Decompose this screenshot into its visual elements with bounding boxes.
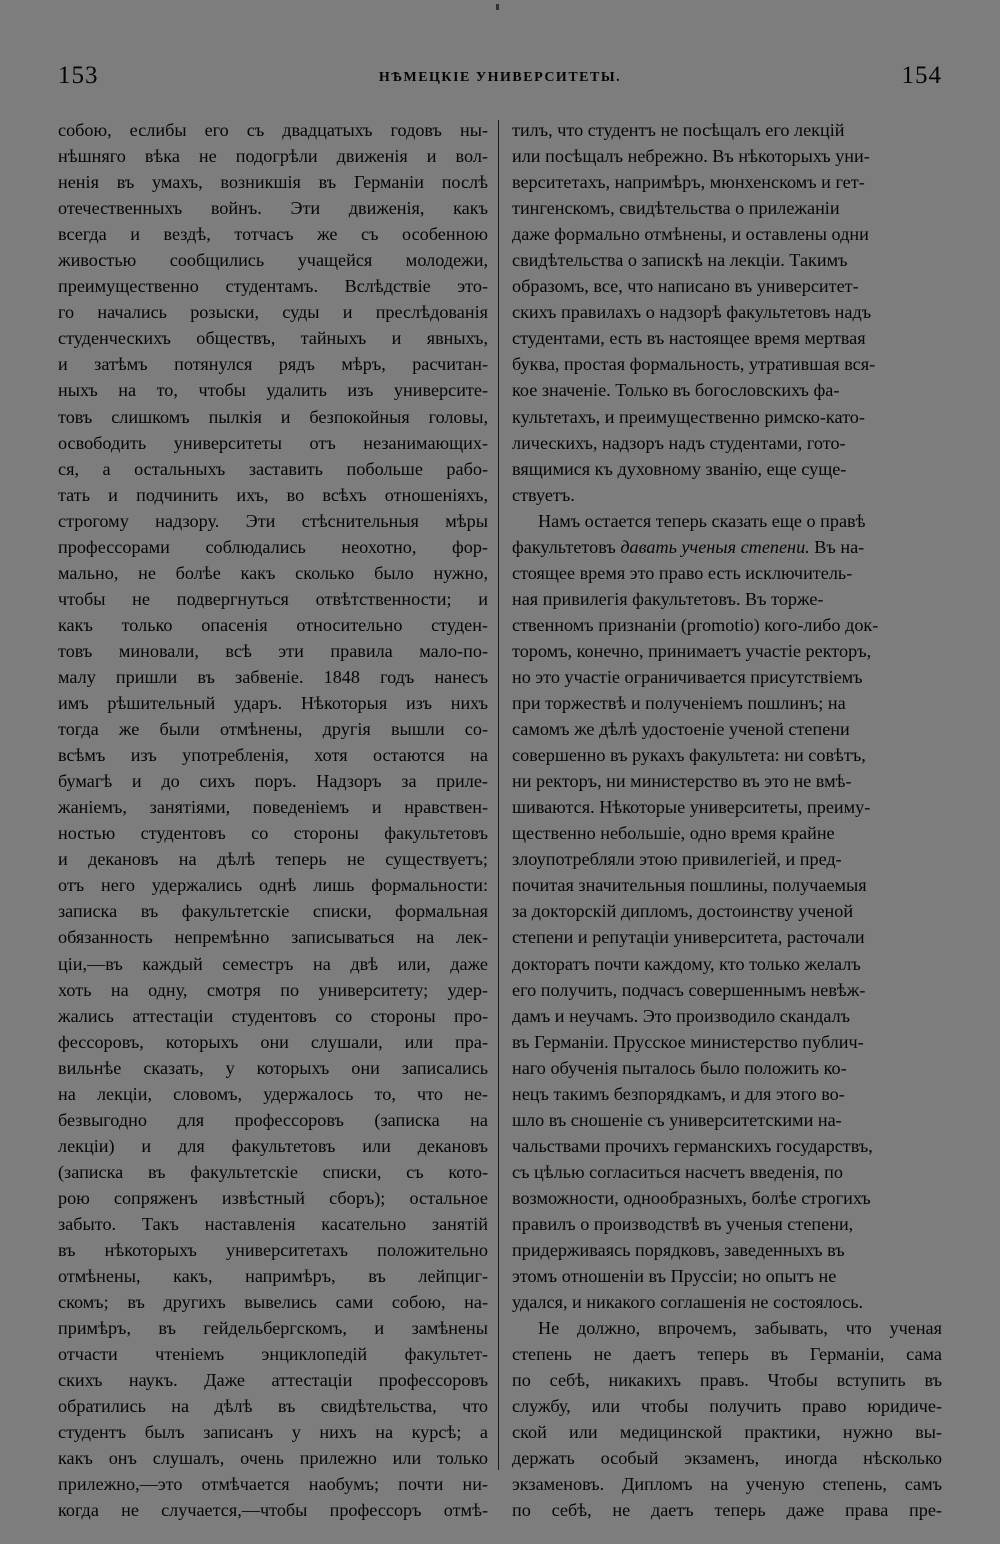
right-column bbox=[512, 117, 942, 1524]
right-paragraph-2-rest: Въ на- стоящее время это право есть исключитель- ная привилегія факультетовъ. Въ торже- ственномъ признаніи (promotio) кого-либо док- торомъ, конечно, принимаетъ участіе ректоръ, но это участіе ограничивается присутствіемъ при торжествѣ и полученіемъ пошлинъ; на самомъ же дѣлѣ удостоеніе ученой степени совершенно въ рукахъ факультета: ни совѣтъ, ни ректоръ, ни министерство въ это не вмѣ- шиваются. Нѣкоторые университеты, преиму- щественно небольшіе, одно время крайне злоупотребляли этою привилегіей, и пред- почитая значительныя пошлины, получаемыя за докторскій дипломъ, достоинству ученой степени и репутаціи университета, расточали докторатъ почти каждому, кто только желалъ его получить, подчасъ совершеннымъ невѣж- дамъ и неучамъ. Это производило скандалъ въ Германіи. Прусское министерство публич- наго обученія пыталось было положить ко- нецъ такимъ безпорядкамъ, и для этого во- шло въ сношеніе съ университетскими на- чальствами прочихъ германскихъ государствъ, съ цѣлью согласиться насчетъ введенія, по возможности, однообразныхъ, болѣе строгихъ правилъ о производствѣ въ ученыя степени, придерживаясь порядковъ, заведенныхъ въ этомъ отношеніи въ Пруссіи; но опытъ не удался, и никакого соглашенія не состоялось. bbox=[512, 536, 879, 1313]
left-column bbox=[58, 117, 488, 1524]
left-paragraph-1: собою, еслибы его съ двадцатыхъ годовъ ны- нѣшняго вѣка не подогрѣли движенія и вол- ненія въ умахъ, возникшія въ Германіи послѣ отечественныхъ войнъ. Эти движенія, какъ всегда и вездѣ, тотчасъ же съ особенною живостью сообщились учащейся молодежи, преимущественно студентамъ. Вслѣдствіе это- го начались розыски, суды и преслѣдованія студенческихъ обществъ, тайныхъ и явныхъ, и затѣмъ потянулся рядъ мѣръ, расчитан- ныхъ на то, чтобы удалить изъ университе- товъ слишкомъ пылкія и безпокойныя головы, освободить университеты отъ незанимающих- ся, а остальныхъ заставить побольше рабо- тать и подчинить ихъ, во всѣхъ отношеніяхъ, строгому надзору. Эти стѣснительныя мѣры профессорами соблюдались неохотно, фор- мально, не болѣе какъ сколько было нужно, чтобы не подвергнуться отвѣтственности; и какъ только опасенія относительно студен- товъ миновали, всѣ эти правила мало-по- малу пришли въ забвеніе. 1848 годъ нанесъ имъ рѣшительный ударъ. Нѣкоторыя изъ нихъ тогда же были отмѣнены, другія вышли со- всѣмъ изъ употребленія, хотя остаются на бумагѣ и до сихъ поръ. Надзоръ за приле- жаніемъ, занятіями, поведеніемъ и нравствен- ностью студентовъ со стороны факультетовъ и декановъ на дѣлѣ теперь не существуетъ; отъ него удержались однѣ лишь формальности: записка въ факультетскіе списки, формальная обязанность непремѣнно записываться на лек- ціи,—въ каждый семестръ на двѣ или, даже хоть на одну, смотря по университету; удер- жались аттестаціи студентовъ со стороны про- фессоровъ, которыхъ они слушали, или пра- вильнѣе сказать, у которыхъ они записались на лекціи, словомъ, удержалось то, что не- безвыгодно для профессоровъ (записка на лекціи) и для факультетовъ или декановъ (записка въ факультетскіе списки, съ кото- рою сопряженъ извѣстный сборъ); остальное забыто. Такъ наставленія касательно занятій въ нѣкоторыхъ университетахъ положительно отмѣнены, какъ, напримѣръ, въ лейпциг- скомъ; въ другихъ вывелись сами собою, на- примѣръ, въ гейдельбергскомъ, и замѣнены отчасти чтеніемъ энциклопедій факультет- скихъ наукъ. Даже аттестаціи профессоровъ обратились на дѣлѣ въ свидѣтельства, что студентъ былъ записанъ у нихъ на курсѣ; а какъ онъ слушалъ, очень прилежно или только прилежно,—это отмѣчается наобумъ; почти ни- когда не случается,—чтобы профессоръ отмѣ- bbox=[58, 120, 488, 1521]
page-header bbox=[58, 62, 942, 94]
emphasis-academic-degrees: давать ученыя степени. bbox=[620, 536, 810, 557]
left-page-number: 153 bbox=[58, 62, 99, 89]
right-page-number: 154 bbox=[901, 62, 942, 89]
right-paragraph-3: Не должно, впрочемъ, забывать, что ученая степень не даетъ теперь въ Германіи, сама по себѣ, никакихъ правъ. Чтобы вступить въ службу, или чтобы получить право юридиче- ской или медицинской практики, нужно вы- держать особый экзаменъ, иногда нѣсколько экзаменовъ. Дипломъ на ученую степень, самъ по себѣ, не даетъ теперь даже права пре- bbox=[512, 1318, 942, 1521]
running-title: НѢМЕЦКІЕ УНИВЕРСИТЕТЫ. bbox=[378, 70, 622, 85]
right-paragraph-1: тилъ, что студентъ не посѣщалъ его лекцій или посѣщалъ небрежно. Въ нѣкоторыхъ уни- верситетахъ, напримѣръ, мюнхенскомъ и гет- тингенскомъ, свидѣтельства о прилежаніи даже формально отмѣнены, и оставлены одни свидѣтельства о запискѣ на лекціи. Такимъ образомъ, все, что написано въ университет- скихъ правилахъ о надзорѣ факультетовъ надъ студентами, есть въ настоящее время мертвая буква, простая формальность, утратившая вся- кое значеніе. Только въ богословскихъ фа- культетахъ, и преимущественно римско-като- лическихъ, надзоръ надъ студентами, гото- вящимися къ духовному званію, еще суще- ствуетъ. bbox=[512, 120, 876, 505]
right-paragraph-2-start: Намъ остается теперь сказать еще о правѣ факультетовъ bbox=[512, 510, 866, 557]
column-divider bbox=[498, 120, 499, 1470]
print-mark bbox=[496, 4, 499, 10]
right-paragraph-2 bbox=[512, 508, 942, 1315]
